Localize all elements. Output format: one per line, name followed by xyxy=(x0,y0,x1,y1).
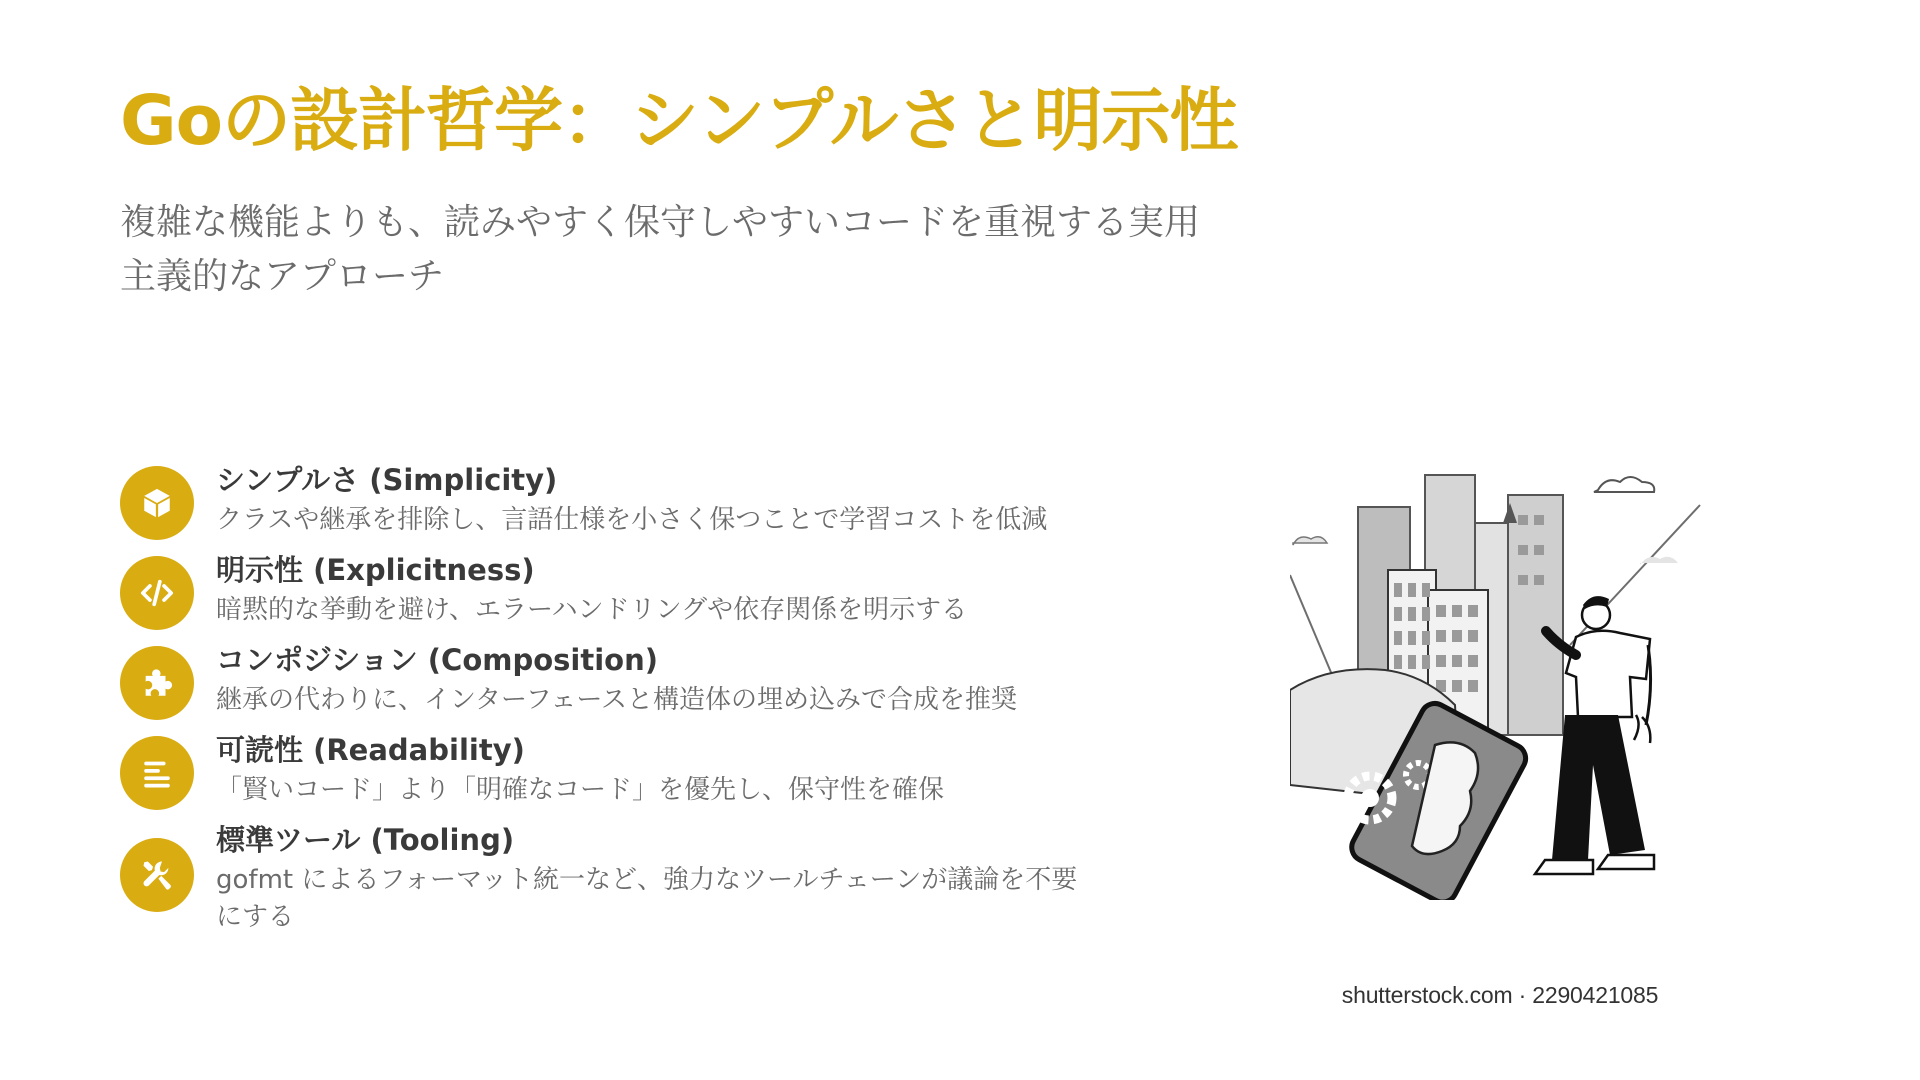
feature-list xyxy=(120,462,1100,945)
feature-description: 継承の代わりに、インターフェースと構造体の埋め込みで合成を推奨 xyxy=(216,685,1018,716)
code-icon xyxy=(120,556,194,630)
feature-item-composition xyxy=(120,642,1100,722)
feature-description: 「賢いコード」より「明確なコード」を優先し、保守性を確保 xyxy=(216,775,945,806)
slide-title: Goの設計哲学：シンプルさと明示性 xyxy=(120,81,1238,161)
slide-subtitle: 複雑な機能よりも、読みやすく保守しやすいコードを重視する実用主義的なアプローチ xyxy=(120,202,1201,297)
feature-description: クラスや継承を排除し、言語仕様を小さく保つことで学習コストを低減 xyxy=(216,505,1048,536)
cube-icon xyxy=(120,466,194,540)
city-developer-illustration xyxy=(1290,465,1710,900)
feature-item-tooling xyxy=(120,822,1100,935)
tools-icon xyxy=(120,838,194,912)
image-credit: shutterstock.com · 2290421085 xyxy=(1341,982,1659,1008)
feature-title: シンプルさ (Simplicity) xyxy=(216,463,558,497)
feature-title: 明示性 (Explicitness) xyxy=(216,553,535,587)
feature-title: コンポジション (Composition) xyxy=(216,643,658,677)
align-left-icon xyxy=(120,736,194,810)
feature-item-simplicity xyxy=(120,462,1100,542)
feature-title: 標準ツール (Tooling) xyxy=(216,823,515,857)
feature-item-readability xyxy=(120,732,1100,812)
puzzle-icon xyxy=(120,646,194,720)
feature-title: 可読性 (Readability) xyxy=(216,733,525,767)
feature-item-explicitness xyxy=(120,552,1100,632)
feature-description: gofmt によるフォーマット統一など、強力なツールチェーンが議論を不要にする xyxy=(216,865,1078,932)
feature-description: 暗黙的な挙動を避け、エラーハンドリングや依存関係を明示する xyxy=(216,595,968,626)
